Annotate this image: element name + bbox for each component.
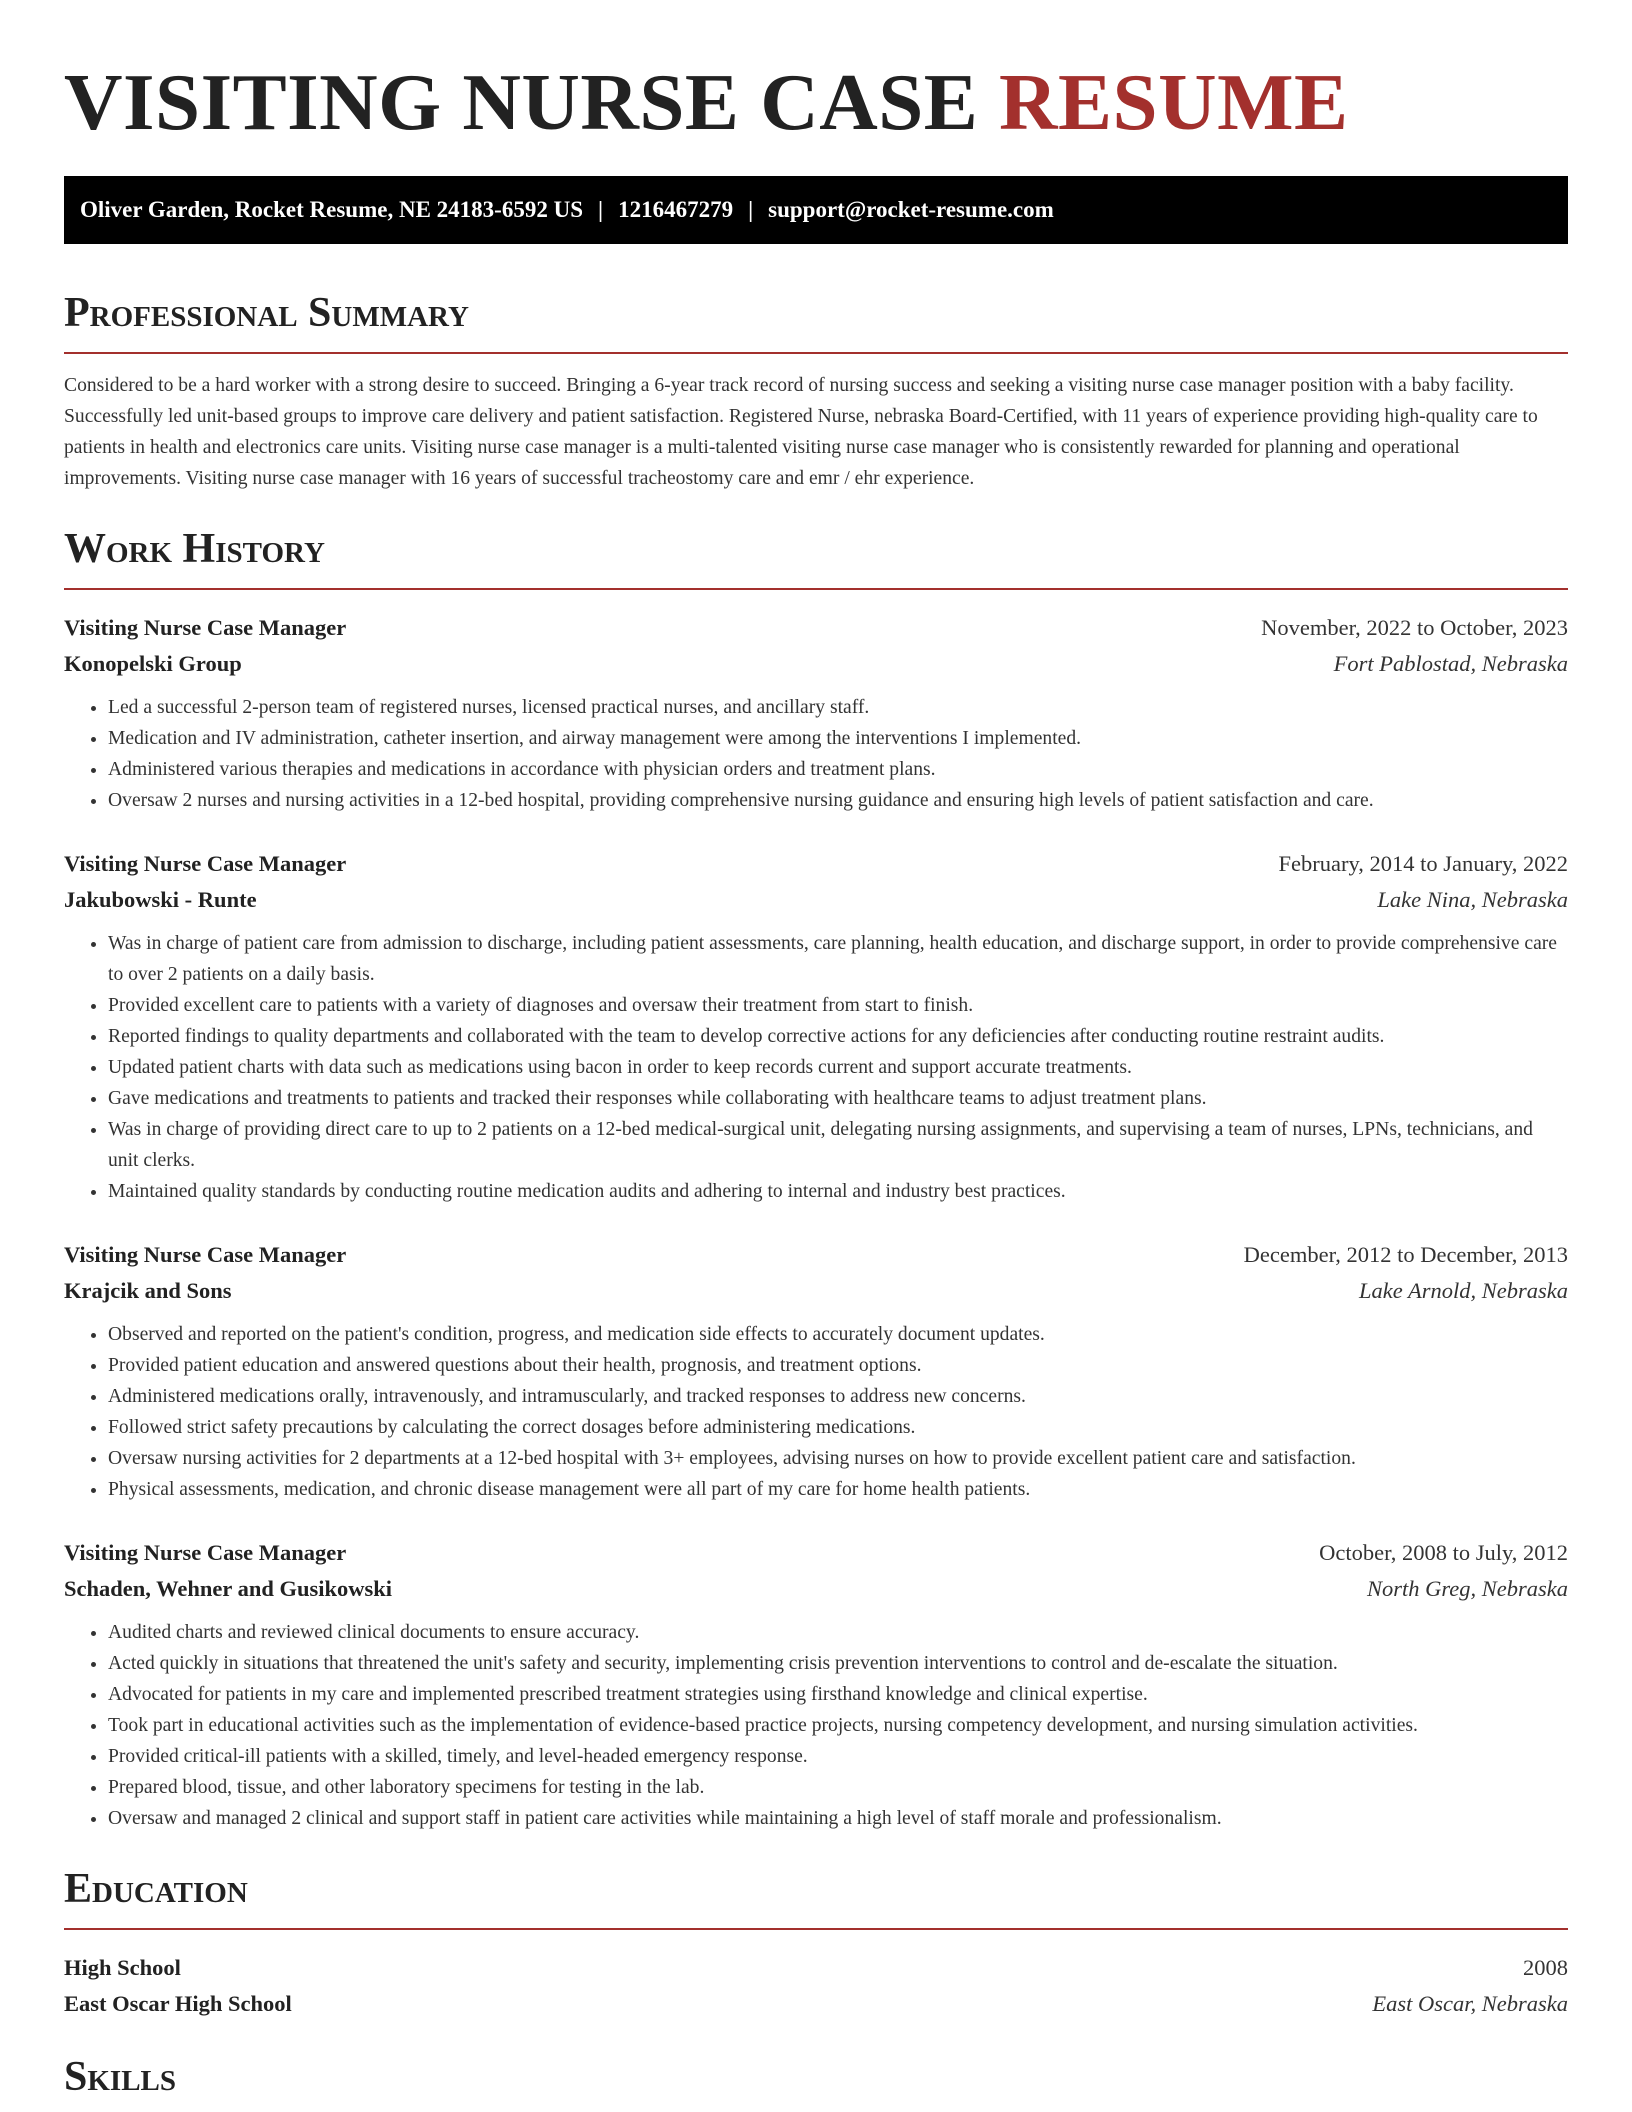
contact-email: support@rocket-resume.com — [768, 197, 1054, 222]
job-entry — [64, 1237, 1568, 1505]
contact-bar — [64, 176, 1568, 244]
job-bullet: • Oversaw nursing activities for 2 departments at a 12-bed hospital with 3+ employees, advising nurses on how to provide excellent patient care and satisfaction. — [108, 1443, 1568, 1474]
job-bullet: • Maintained quality standards by conducting routine medication audits and adhering to internal and industry best practices. — [108, 1176, 1568, 1207]
job-bullets — [64, 1319, 1568, 1505]
resume-title — [64, 52, 1568, 152]
job-title: Visiting Nurse Case Manager — [64, 1540, 347, 1565]
job-bullet: • Acted quickly in situations that threatened the unit's safety and security, implementing crisis prevention interventions to control and de-escalate the situation. — [108, 1648, 1568, 1679]
job-bullet: • Observed and reported on the patient's condition, progress, and medication side effects to accurately document updates. — [108, 1319, 1568, 1350]
job-bullet: • Provided patient education and answered questions about their health, prognosis, and treatment options. — [108, 1350, 1568, 1381]
contact-phone: 1216467279 — [618, 197, 734, 222]
job-company: Schaden, Wehner and Gusikowski — [64, 1576, 393, 1601]
job-bullet: • Advocated for patients in my care and implemented prescribed treatment strategies using firsthand knowledge and clinical expertise. — [108, 1679, 1568, 1710]
section-title-education: Education — [64, 1866, 248, 1912]
job-entry — [64, 846, 1568, 1207]
title-accent: RESUME — [999, 57, 1349, 147]
job-company-row — [64, 646, 1568, 682]
job-entry — [64, 610, 1568, 816]
education-school: East Oscar High School — [64, 1991, 292, 2016]
job-header-row — [64, 610, 1568, 646]
summary-text: Considered to be a hard worker with a strong desire to succeed. Bringing a 6-year track record of nursing success and seeking a visiting nurse case manager position with a baby facility. Successfully led unit-based groups to improve care delivery and patient satisfaction. Registered Nurse, nebraska Board-Certified, with 11 years of experience providing high-quality care to patients in health and electronics care units. Visiting nurse case manager is a multi-talented visiting nurse case manager who is consistently rewarded for planning and operational improvements. Visiting nurse case manager with 16 years of successful tracheostomy care and emr / ehr experience. — [64, 375, 1538, 489]
education-location: East Oscar, Nebraska — [1372, 1991, 1568, 2016]
job-header-row — [64, 846, 1568, 882]
job-bullet: • Took part in educational activities such as the implementation of evidence-based practice projects, nursing competency development, and nursing simulation activities. — [108, 1710, 1568, 1741]
section-title-work-history: Work History — [64, 526, 325, 572]
job-header-row — [64, 1237, 1568, 1273]
job-bullet: • Updated patient charts with data such as medications using bacon in order to keep records current and support accurate treatments. — [108, 1052, 1568, 1083]
job-bullet: • Administered medications orally, intravenously, and intramuscularly, and tracked responses to address new concerns. — [108, 1381, 1568, 1412]
education-year: 2008 — [1523, 1955, 1568, 1980]
job-company-row — [64, 1273, 1568, 1309]
job-title: Visiting Nurse Case Manager — [64, 851, 347, 876]
section-divider — [64, 1928, 1568, 1930]
job-bullets — [64, 692, 1568, 816]
job-bullets — [64, 928, 1568, 1207]
job-company: Krajcik and Sons — [64, 1278, 232, 1303]
job-entry — [64, 1535, 1568, 1834]
education-degree: High School — [64, 1955, 181, 1980]
job-bullet: • Administered various therapies and medications in accordance with physician orders and treatment plans. — [108, 754, 1568, 785]
job-bullet: • Gave medications and treatments to patients and tracked their responses while collaborating with healthcare teams to adjust treatment plans. — [108, 1083, 1568, 1114]
job-list — [64, 610, 1568, 1834]
job-bullets — [64, 1617, 1568, 1834]
contact-address: Oliver Garden, Rocket Resume, NE 24183-6592 US — [80, 197, 583, 222]
job-location: North Greg, Nebraska — [1366, 1576, 1568, 1601]
job-bullet: • Oversaw 2 nurses and nursing activities in a 12-bed hospital, providing comprehensive nursing guidance and ensuring high levels of patient satisfaction and care. — [108, 785, 1568, 816]
section-divider — [64, 352, 1568, 354]
job-location: Lake Arnold, Nebraska — [1359, 1278, 1568, 1303]
contact-separator: | — [597, 197, 604, 222]
job-bullet: • Led a successful 2-person team of registered nurses, licensed practical nurses, and ancillary staff. — [108, 692, 1568, 723]
job-dates: October, 2008 to July, 2012 — [1319, 1540, 1568, 1565]
job-company-row — [64, 1571, 1568, 1607]
job-bullet: • Reported findings to quality departments and collaborated with the team to develop corrective actions for any deficiencies after conducting routine restraint audits. — [108, 1021, 1568, 1052]
job-company: Konopelski Group — [64, 651, 242, 676]
job-bullet: • Physical assessments, medication, and chronic disease management were all part of my care for home health patients. — [108, 1474, 1568, 1505]
job-bullet: • Audited charts and reviewed clinical documents to ensure accuracy. — [108, 1617, 1568, 1648]
education-row — [64, 1950, 1568, 1986]
job-title: Visiting Nurse Case Manager — [64, 1242, 347, 1267]
section-title-summary: Professional Summary — [64, 290, 469, 336]
job-bullet: • Oversaw and managed 2 clinical and support staff in patient care activities while maintaining a high level of staff morale and professionalism. — [108, 1803, 1568, 1834]
job-bullet: • Was in charge of providing direct care to up to 2 patients on a 12-bed medical-surgical unit, delegating nursing assignments, and supervising a team of nurses, LPNs, technicians, and unit clerks. — [108, 1114, 1568, 1176]
job-bullet: • Medication and IV administration, catheter insertion, and airway management were among the interventions I implemented. — [108, 723, 1568, 754]
title-main: VISITING NURSE CASE — [64, 57, 979, 147]
job-header-row — [64, 1535, 1568, 1571]
job-dates: February, 2014 to January, 2022 — [1278, 851, 1568, 876]
job-dates: November, 2022 to October, 2023 — [1261, 615, 1568, 640]
job-company: Jakubowski - Runte — [64, 887, 257, 912]
education-row — [64, 1986, 1568, 2022]
job-title: Visiting Nurse Case Manager — [64, 615, 347, 640]
job-location: Lake Nina, Nebraska — [1377, 887, 1568, 912]
job-dates: December, 2012 to December, 2013 — [1243, 1242, 1568, 1267]
contact-separator: | — [748, 197, 754, 222]
education-entry — [64, 1950, 1568, 2022]
job-bullet: • Provided critical-ill patients with a skilled, timely, and level-headed emergency response. — [108, 1741, 1568, 1772]
section-divider — [64, 588, 1568, 590]
section-title-skills: Skills — [64, 2054, 177, 2100]
job-bullet: • Was in charge of patient care from admission to discharge, including patient assessments, care planning, health education, and discharge support, in order to provide comprehensive care to over 2 patients on a daily basis. — [108, 928, 1568, 990]
job-bullet: • Prepared blood, tissue, and other laboratory specimens for testing in the lab. — [108, 1772, 1568, 1803]
job-bullet: • Provided excellent care to patients with a variety of diagnoses and oversaw their treatment from start to finish. — [108, 990, 1568, 1021]
job-bullet: • Followed strict safety precautions by calculating the correct dosages before administering medications. — [108, 1412, 1568, 1443]
job-location: Fort Pablostad, Nebraska — [1333, 651, 1568, 676]
job-company-row — [64, 882, 1568, 918]
